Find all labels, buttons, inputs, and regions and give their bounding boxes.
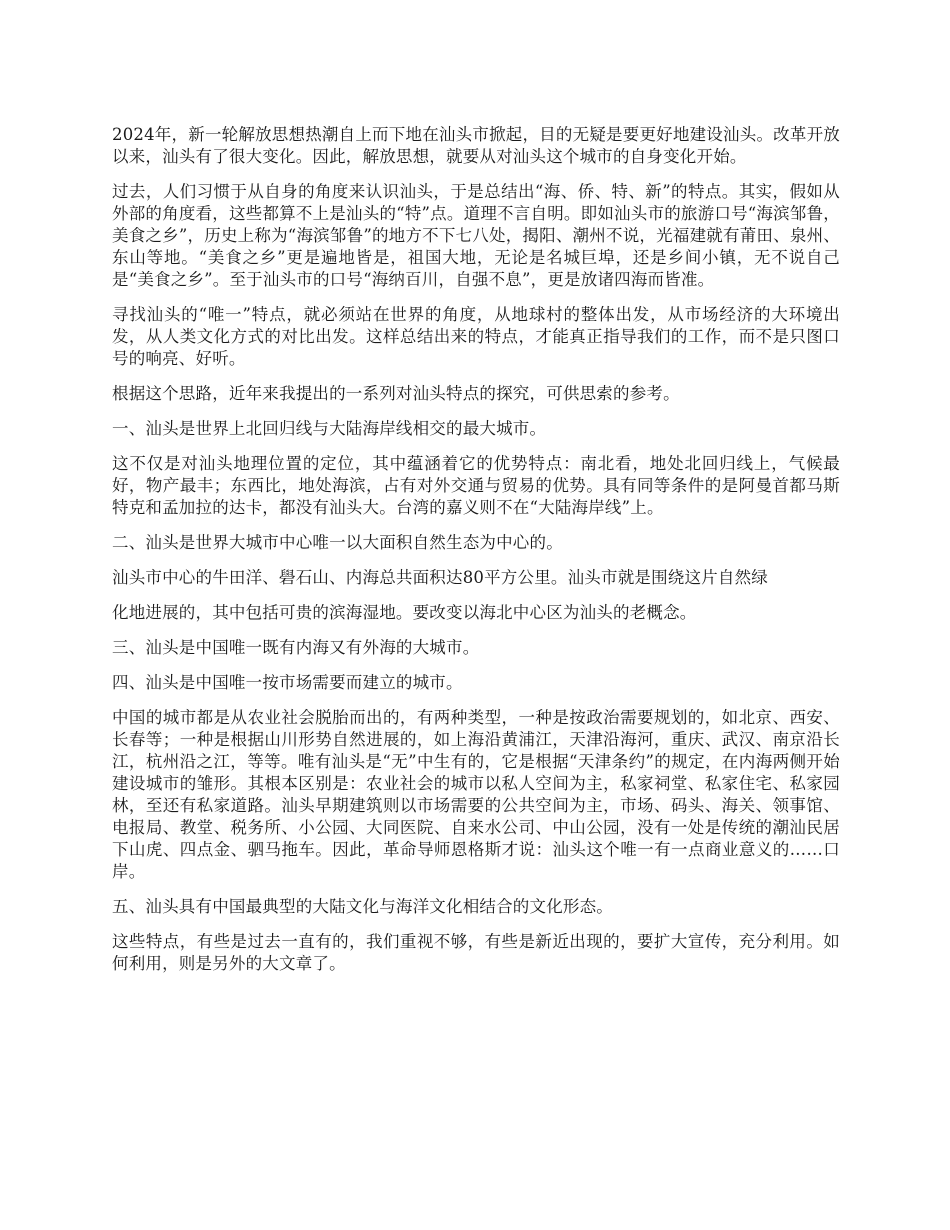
paragraph-point-4-detail: 中国的城市都是从农业社会脱胎而出的，有两种类型，一种是按政治需要规划的，如北京、西安、长春等；一种是根据山川形势自然进展的，如上海沿黄浦江，天津沿海河，重庆、武汉、南京沿长江，杭州沿之江，等等。唯有汕头是“无”中生有的，它是根据“天津条约”的规定，在内海两侧开始建设城市的雏形。其根本区别是：农业社会的城市以私人空间为主，私家祠堂、私家住宅、私家园林，至还有私家道路。汕头早期建筑则以市场需要的公共空间为主，市场、码头、海关、领事馆、电报局、教堂、税务所、小公园、大同医院、自来水公司、中山公园，没有一处是传统的潮汕民居下山虎、四点金、驷马拖车。因此，革命导师恩格斯才说：汕头这个唯一有一点商业意义的……口岸。 (112, 708, 840, 881)
heading-point-2: 二、汕头是世界大城市中心唯一以大面积自然生态为中心的。 (112, 533, 563, 552)
heading-point-4: 四、汕头是中国唯一按市场需要而建立的城市。 (112, 673, 463, 692)
paragraph-approach: 根据这个思路，近年来我提出的一系列对汕头特点的探究，可供思索的参考。 (112, 384, 680, 403)
paragraph-conclusion: 这些特点，有些是过去一直有的，我们重视不够，有些是新近出现的，要扩大宣传，充分利用。如何利用，则是另外的大文章了。 (112, 932, 840, 973)
paragraph-point-2-detail-a: 汕头市中心的牛田洋、礐石山、内海总共面积达80平方公里。汕头市就是围绕这片自然绿 (112, 568, 768, 587)
heading-point-5: 五、汕头具有中国最典型的大陆文化与海洋文化相结合的文化形态。 (112, 897, 613, 916)
paragraph-intro: 2024年，新一轮解放思想热潮自上而下地在汕头市掀起，目的无疑是要更好地建设汕头。改革开放以来，汕头有了很大变化。因此，解放思想，就要从对汕头这个城市的自身变化开始。 (112, 125, 840, 166)
heading-point-3: 三、汕头是中国唯一既有内海又有外海的大城市。 (112, 638, 480, 657)
document-body (112, 124, 840, 988)
heading-point-1: 一、汕头是世界上北回归线与大陆海岸线相交的最大城市。 (112, 419, 547, 438)
paragraph-point-1-detail: 这不仅是对汕头地理位置的定位，其中蕴涵着它的优势特点：南北看，地处北回归线上，气候最好，物产最丰；东西比，地处海滨，占有对外交通与贸易的优势。具有同等条件的是阿曼首都马斯特克和孟加拉的达卡，都没有汕头大。台湾的嘉义则不在“大陆海岸线”上。 (112, 454, 840, 517)
paragraph-point-2-detail-b: 化地进展的，其中包括可贵的滨海湿地。要改变以海北中心区为汕头的老概念。 (112, 603, 697, 622)
paragraph-unique-search: 寻找汕头的“唯一”特点，就必须站在世界的角度，从地球村的整体出发，从市场经济的大环境出发，从人类文化方式的对比出发。这样总结出来的特点，才能真正指导我们的工作，而不是只图口号的响亮、好听。 (112, 305, 840, 368)
paragraph-past-view: 过去，人们习惯于从自身的角度来认识汕头，于是总结出“海、侨、特、新”的特点。其实，假如从外部的角度看，这些都算不上是汕头的“特”点。道理不言自明。即如汕头市的旅游口号“海滨邹鲁，美食之乡”，历史上称为“海滨邹鲁”的地方不下七八处，揭阳、潮州不说，光福建就有莆田、泉州、东山等地。“美食之乡”更是遍地皆是，祖国大地，无论是名城巨埠，还是乡间小镇，无不说自己是“美食之乡”。至于汕头市的口号“海纳百川，自强不息”，更是放诸四海而皆准。 (112, 182, 840, 289)
